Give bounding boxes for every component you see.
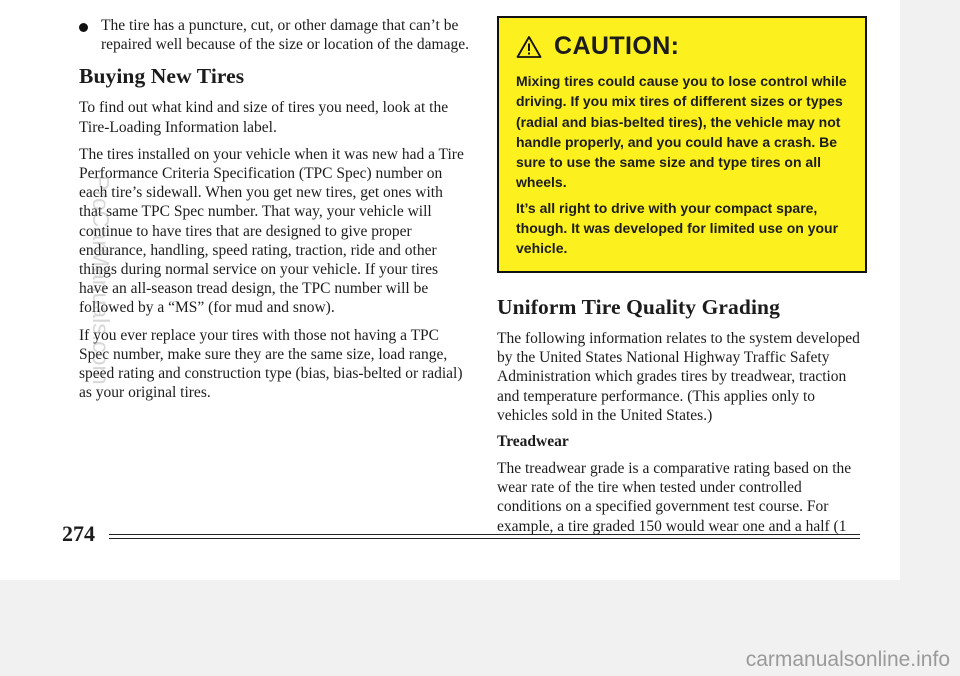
right-column — [497, 16, 867, 544]
bottom-watermark: carmanualsonline.info — [745, 648, 950, 671]
tire-grading-section — [497, 295, 867, 536]
footer-rule — [109, 534, 860, 539]
buying-new-tires-heading: Buying New Tires — [79, 64, 245, 89]
caution-header — [516, 32, 853, 61]
bullet-icon — [79, 23, 88, 32]
paragraph: To find out what kind and size of tires you need, look at the Tire-Loading Information label. — [79, 99, 449, 136]
treadwear-heading: Treadwear — [497, 433, 569, 451]
caution-text: Mixing tires could cause you to lose control while driving. If you mix tires of different sizes or types (radial and bias-belted tires), the vehicle may not handle properly, and you could have a crash. Be sure to use the same size and type tires on all wheels. — [516, 73, 847, 191]
side-watermark — [84, 175, 124, 635]
caution-title: CAUTION: — [554, 32, 680, 60]
paragraph: If you ever replace your tires with those not having a TPC Spec number, make sure they are the same size, load range, speed rating and construction type (bias, bias-belted or radial) as your original tires. — [79, 326, 463, 402]
page-number: 274 — [62, 521, 95, 546]
uniform-tire-quality-grading-heading: Uniform Tire Quality Grading — [497, 295, 780, 319]
bullet-text: The tire has a puncture, cut, or other damage that can’t be repaired well because of the size or location of the damage. — [101, 17, 469, 54]
paragraph: The following information relates to the system developed by the United States National Highway Traffic Safety Administration which grades tires by treadwear, traction and temperature performance. (This applies only to vehicles sold in the United States.) — [497, 330, 860, 424]
paragraph: The tires installed on your vehicle when it was new had a Tire Performance Criteria Specification (TPC Spec) number on each tire’s sidewall. When you get new tires, get ones with that same TPC Spec number. That way, your vehicle will continue to have tires that are designed to give proper endurance, handling, speed rating, traction, ride and other things during normal service on your vehicle. If your tires have an all-season tread design, the TPC number will be followed by a “MS” (for mud and snow). — [79, 145, 464, 317]
side-watermark-text: ProCarManuals.com — [88, 175, 114, 385]
warning-triangle-icon — [516, 35, 542, 59]
caution-box — [497, 16, 867, 273]
paragraph: The treadwear grade is a comparative rating based on the wear rate of the tire when tested under controlled conditions on a specified government test course. For example, a tire graded 150 would wear one and a half (1 — [497, 460, 852, 535]
caution-text: It’s all right to drive with your compact spare, though. It was developed for limited use on your vehicle. — [516, 199, 839, 257]
left-column — [79, 16, 469, 410]
damage-bullet — [79, 16, 469, 54]
